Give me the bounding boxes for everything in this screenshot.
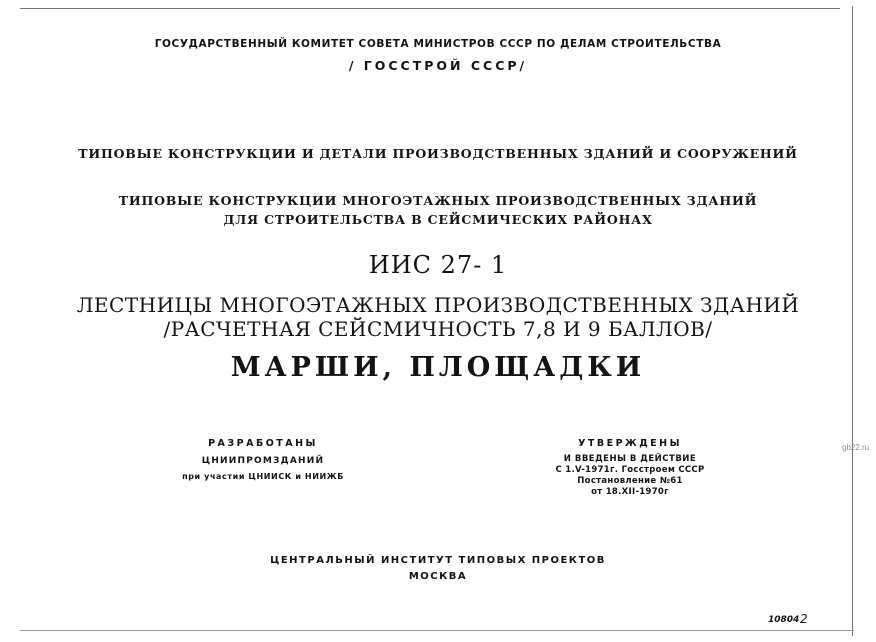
developed-participation: при участии ЦНИИСК и НИИЖБ — [182, 472, 344, 481]
developed-heading: РАЗРАБОТАНЫ — [208, 438, 318, 449]
document-code: ИИС 27- 1 — [368, 251, 508, 279]
document-title-line-2: /РАСЧЕТНАЯ СЕЙСМИЧНОСТЬ 7,8 И 9 БАЛЛОВ/ — [163, 317, 713, 341]
institute-name: ЦЕНТРАЛЬНЫЙ ИНСТИТУТ ТИПОВЫХ ПРОЕКТОВ — [270, 555, 606, 566]
developed-organization: ЦНИИПРОМЗДАНИЙ — [201, 456, 325, 466]
series-title-general: ТИПОВЫЕ КОНСТРУКЦИИ И ДЕТАЛИ ПРОИЗВОДСТВЕННЫХ ЗДАНИЙ И СООРУЖЕНИЙ — [78, 146, 798, 161]
gosstroy-label: / ГОССТРОЙ СССР/ — [348, 58, 528, 73]
frame-top-line — [20, 8, 840, 9]
document-title-line-1: ЛЕСТНИЦЫ МНОГОЭТАЖНЫХ ПРОИЗВОДСТВЕННЫХ ЗДАНИЙ — [76, 293, 800, 317]
sheet-number: 10804 — [768, 615, 800, 625]
page-number: 2 — [800, 612, 808, 626]
document-subtitle: МАРШИ, ПЛОЩАДКИ — [230, 352, 646, 383]
city-name: МОСКВА — [408, 571, 468, 582]
series-title-seismic-2: ДЛЯ СТРОИТЕЛЬСТВА В СЕЙСМИЧЕСКИХ РАЙОНАХ — [223, 212, 653, 227]
frame-bottom-line — [20, 630, 854, 631]
approved-line-1: И ВВЕДЕНЫ В ДЕЙСТВИЕ — [563, 454, 697, 464]
watermark: gb22.ru — [842, 443, 870, 452]
committee-header: ГОСУДАРСТВЕННЫЙ КОМИТЕТ СОВЕТА МИНИСТРОВ СССР ПО ДЕЛАМ СТРОИТЕЛЬСТВА — [154, 38, 722, 50]
approved-line-3: Постановление №61 — [577, 476, 683, 486]
approved-line-4: от 18.XII-1970г — [591, 487, 669, 497]
series-title-seismic-1: ТИПОВЫЕ КОНСТРУКЦИИ МНОГОЭТАЖНЫХ ПРОИЗВОДСТВЕННЫХ ЗДАНИЙ — [118, 193, 758, 208]
approved-heading: УТВЕРЖДЕНЫ — [578, 438, 682, 449]
approved-line-2: С 1.V-1971г. Госстроем СССР — [555, 465, 705, 475]
